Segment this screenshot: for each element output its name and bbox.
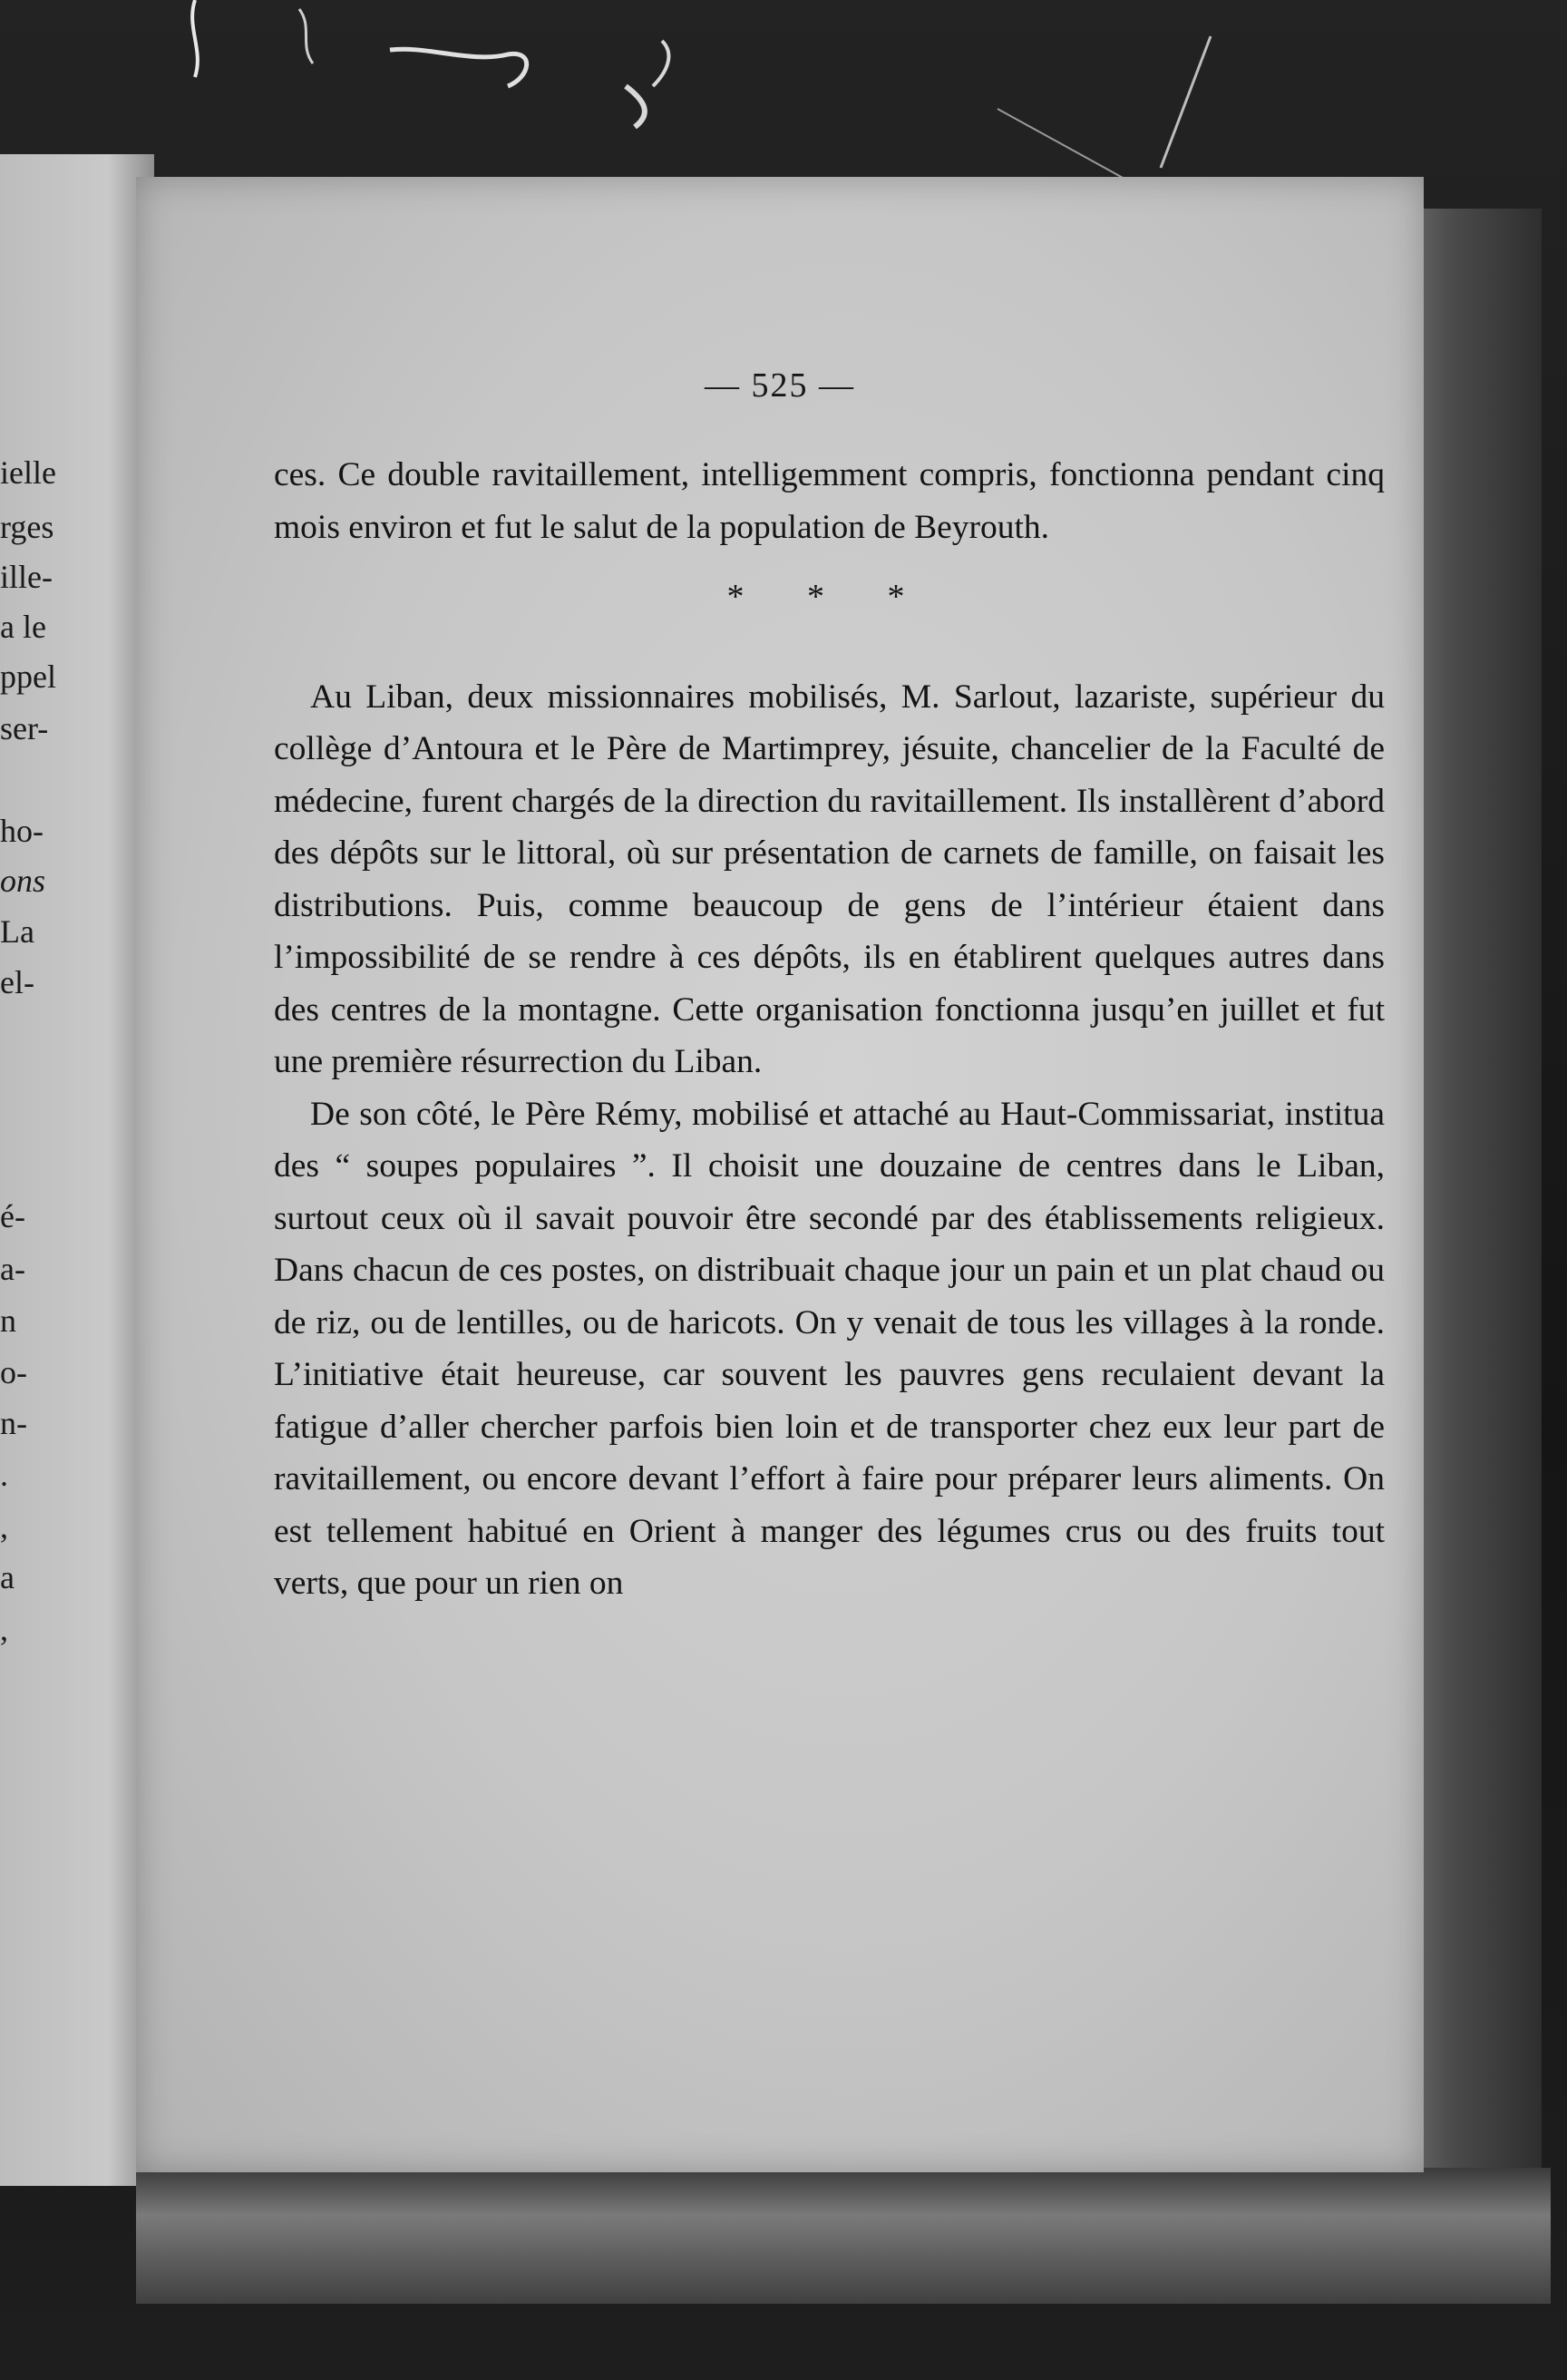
book-bottom-edge [136,2168,1551,2304]
left-page-fragment: . [0,1457,8,1493]
left-page-fragment: , [0,1611,8,1647]
book-page [136,177,1424,2172]
page-number: — 525 — [705,366,855,405]
left-page-fragment: n- [0,1405,27,1441]
left-page-fragment: ser- [0,710,49,746]
left-page-fragment: a [0,1559,15,1595]
left-page-fragment: el- [0,964,34,1000]
paragraph-continuation: ces. Ce double ravitaillement, intelligemment compris, fonctionna pendant cinq mois environ et fut le salut de la population de Beyrouth. [274,456,1385,546]
left-page-fragment: ons [0,863,46,899]
left-page-fragment: a le [0,609,46,645]
left-page-fragment: ille- [0,559,53,595]
page-body [274,449,1385,1610]
left-page-fragment: ppel [0,658,56,695]
left-page-fragment: é- [0,1198,25,1234]
left-page-fragment: , [0,1508,8,1545]
paragraph-soupes-populaires: De son côté, le Père Rémy, mobilisé et attaché au Haut-Commissariat, institua des “ soupes populaires ”. Il choisit une douzaine de centres dans le Liban, surtout ceux où il savait pouvoir être secondé par des établissements religieux. Dans chacun de ces postes, on distribuait chaque jour un pain et un plat chaud ou de riz, ou de lentilles, ou de haricots. On y venait de tous les villages à la ronde. L’initiative était heureuse, car souvent les pauvres gens reculaient devant la fatigue d’aller chercher parfois bien loin et de transporter chez eux leur part de ravitaillement, ou encore devant l’effort à faire pour préparer leurs aliments. On est tellement habitué en Orient à manger des légumes crus ou des fruits tout verts, que pour un rien on [274,1095,1385,1602]
left-page-fragment: rges [0,509,54,545]
left-page-fragment: ielle [0,454,56,491]
left-page-fragment: ho- [0,813,44,849]
previous-page [0,154,154,2186]
left-page-fragment: o- [0,1354,27,1390]
left-page-fragment: La [0,913,34,950]
left-page-fragment: n [0,1302,16,1339]
section-separator: * * * [726,578,932,616]
left-page-fragment: a- [0,1251,25,1287]
paragraph-liban-missionaries: Au Liban, deux missionnaires mobilisés, M. Sarlout, lazariste, supérieur du collège d’Antoura et le Père de Martimprey, jésuite, chancelier de la Faculté de médecine, furent chargés de la direction du ravitaillement. Ils installèrent d’abord des dépôts sur le littoral, où sur présentation de carnets de famille, on faisait les distributions. Puis, comme beaucoup de gens de l’intérieur étaient dans l’impossibilité de se rendre à ces dépôts, ils en établirent quelques autres dans des centres de la montagne. Cette organisation fonctionna jusqu’en juillet et fut une première résurrection du Liban. [274,678,1385,1080]
